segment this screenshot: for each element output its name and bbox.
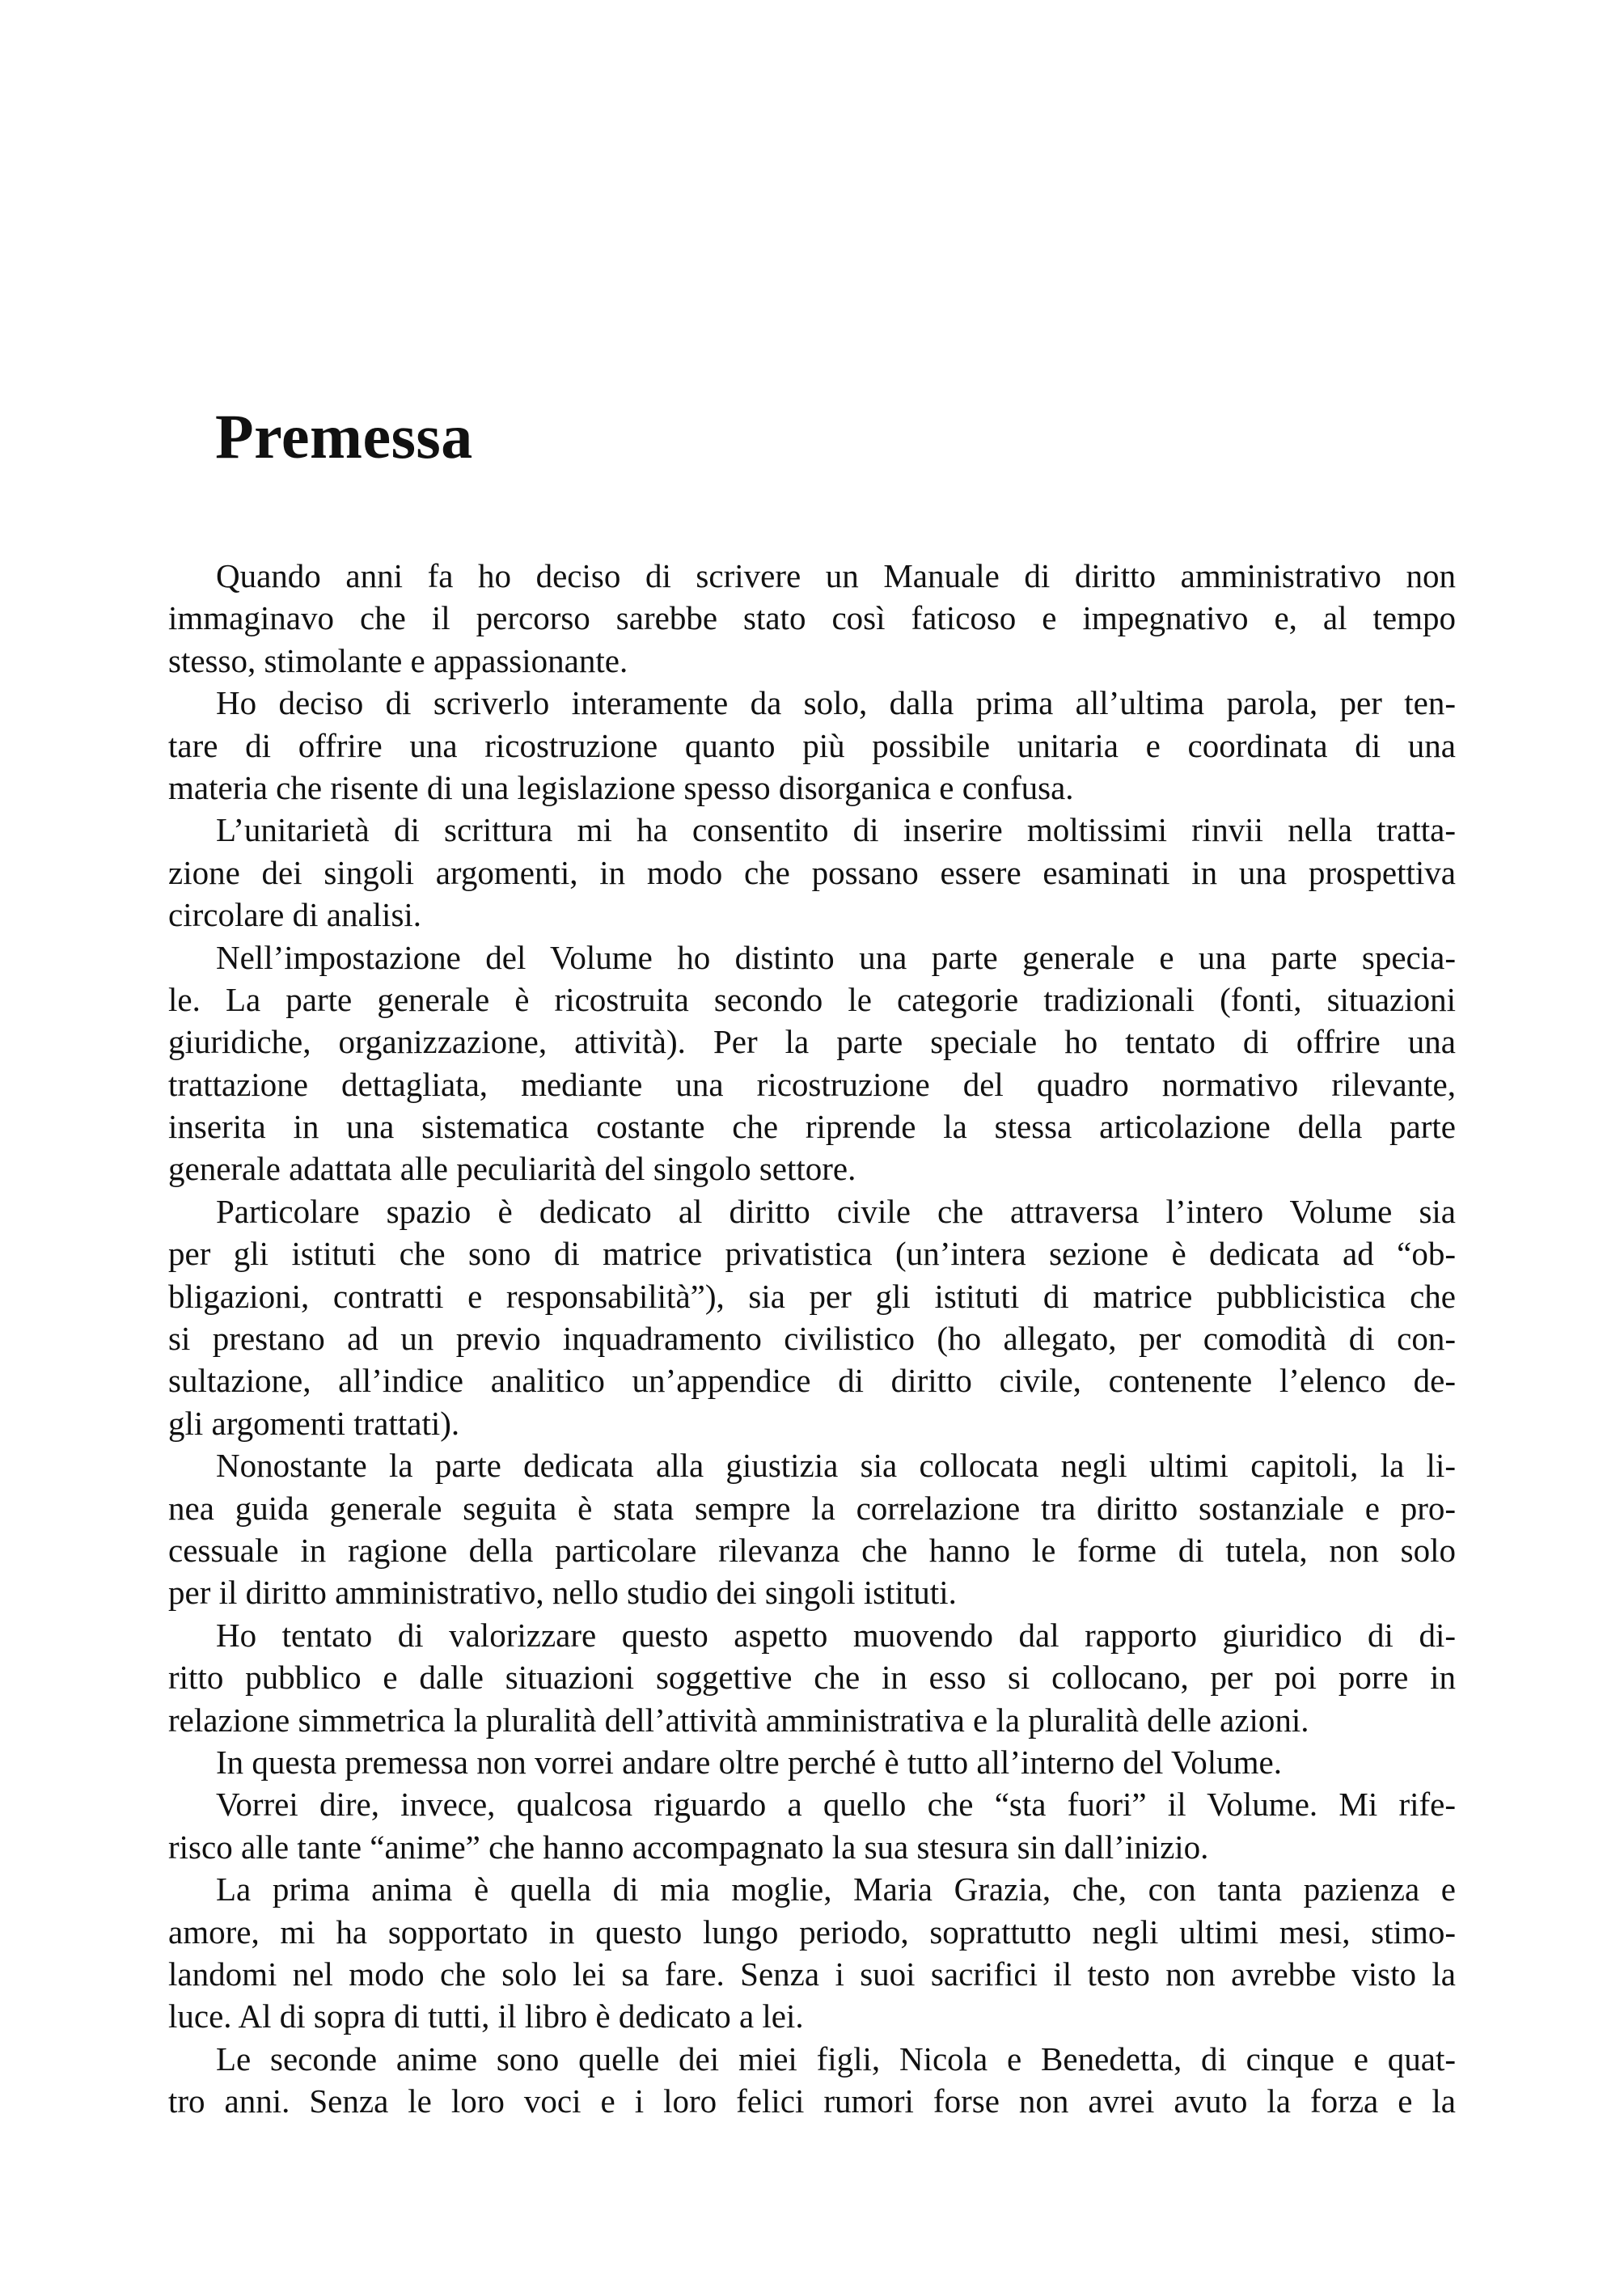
text-line: Nell’impostazione del Volume ho distinto una parte generale e una parte specia- [216, 938, 1456, 976]
text-line: L’unitarietà di scrittura mi ha consentito di inserire moltissimi rinvii nella tratta- [216, 811, 1456, 849]
text-line: sultazione, all’indice analitico un’appendice di diritto civile, contenente l’elenco de- [168, 1362, 1456, 1400]
paragraph [168, 1868, 1456, 2038]
paragraph [168, 1741, 1456, 1783]
text-line: La prima anima è quella di mia moglie, Maria Grazia, che, con tanta pazienza e [216, 1870, 1456, 1908]
text-line: Particolare spazio è dedicato al diritto civile che attraversa l’intero Volume sia [216, 1192, 1456, 1230]
text-line: giuridiche, organizzazione, attività). Per la parte speciale ho tentato di offrire una [168, 1023, 1456, 1061]
text-line: stesso, stimolante e appassionante. [168, 641, 628, 679]
text-line: si prestano ad un previo inquadramento civilistico (ho allegato, per comodità di con- [168, 1320, 1456, 1358]
paragraph [168, 1444, 1456, 1614]
paragraph [168, 555, 1456, 682]
text-line: materia che risente di una legislazione spesso disorganica e confusa. [168, 768, 1074, 806]
text-line: bligazioni, contratti e responsabilità”), sia per gli istituti di matrice pubblicistica che [168, 1277, 1456, 1315]
text-line: Ho deciso di scriverlo interamente da solo, dalla prima all’ultima parola, per ten- [216, 684, 1456, 722]
text-line: landomi nel modo che solo lei sa fare. Senza i suoi sacrifici il testo non avrebbe visto la [168, 1955, 1456, 1993]
paragraph [168, 936, 1456, 1190]
text-line: tare di offrire una ricostruzione quanto più possibile unitaria e coordinata di una [168, 726, 1456, 764]
body-text [168, 555, 1456, 2122]
text-line: amore, mi ha sopportato in questo lungo periodo, soprattutto negli ultimi mesi, stimo- [168, 1913, 1456, 1951]
text-line: tro anni. Senza le loro voci e i loro felici rumori forse non avrei avuto la forza e la [168, 2082, 1456, 2120]
text-line: In questa premessa non vorrei andare oltre perché è tutto all’interno del Volume. [216, 1743, 1283, 1781]
text-line: Le seconde anime sono quelle dei miei figli, Nicola e Benedetta, di cinque e quat- [216, 2039, 1456, 2078]
paragraph [168, 809, 1456, 936]
text-line: Vorrei dire, invece, qualcosa riguardo a quello che “sta fuori” il Volume. Mi rife- [216, 1786, 1456, 1824]
text-line: Ho tentato di valorizzare questo aspetto muovendo dal rapporto giuridico di di- [216, 1616, 1456, 1654]
text-line: Quando anni fa ho deciso di scrivere un Manuale di diritto amministrativo non [216, 557, 1456, 594]
paragraph [168, 682, 1456, 809]
text-line: per gli istituti che sono di matrice privatistica (un’intera sezione è dedicata ad “ob- [168, 1235, 1456, 1273]
text-line: luce. Al di sopra di tutti, il libro è dedicato a lei. [168, 1997, 804, 2035]
text-line: zione dei singoli argomenti, in modo che possano essere esaminati in una prospettiva [168, 853, 1456, 891]
text-line: Nonostante la parte dedicata alla giustizia sia collocata negli ultimi capitoli, la li- [216, 1447, 1456, 1485]
text-line: immaginavo che il percorso sarebbe stato così faticoso e impegnativo e, al tempo [168, 599, 1456, 637]
text-line: relazione simmetrica la pluralità dell’attività amministrativa e la pluralità delle azioni. [168, 1701, 1309, 1739]
text-line: gli argomenti trattati). [168, 1404, 460, 1442]
text-line: nea guida generale seguita è stata sempre la correlazione tra diritto sostanziale e pro- [168, 1489, 1456, 1527]
text-line: inserita in una sistematica costante che riprende la stessa articolazione della parte [168, 1108, 1456, 1146]
page-title: Premessa [215, 401, 473, 471]
text-line: cessuale in ragione della particolare rilevanza che hanno le forme di tutela, non solo [168, 1531, 1456, 1569]
paragraph [168, 2038, 1456, 2123]
text-line: risco alle tante “anime” che hanno accompagnato la sua stesura sin dall’inizio. [168, 1828, 1209, 1866]
text-line: ritto pubblico e dalle situazioni soggettive che in esso si collocano, per poi porre in [168, 1659, 1456, 1697]
text-line: le. La parte generale è ricostruita secondo le categorie tradizionali (fonti, situazioni [168, 980, 1456, 1018]
paragraph [168, 1614, 1456, 1741]
paragraph [168, 1190, 1456, 1444]
text-line: per il diritto amministrativo, nello studio dei singoli istituti. [168, 1574, 957, 1612]
paragraph [168, 1783, 1456, 1868]
text-line: circolare di analisi. [168, 896, 422, 934]
text-line: generale adattata alle peculiarità del singolo settore. [168, 1150, 856, 1188]
text-line: trattazione dettagliata, mediante una ricostruzione del quadro normativo rilevante, [168, 1065, 1456, 1103]
